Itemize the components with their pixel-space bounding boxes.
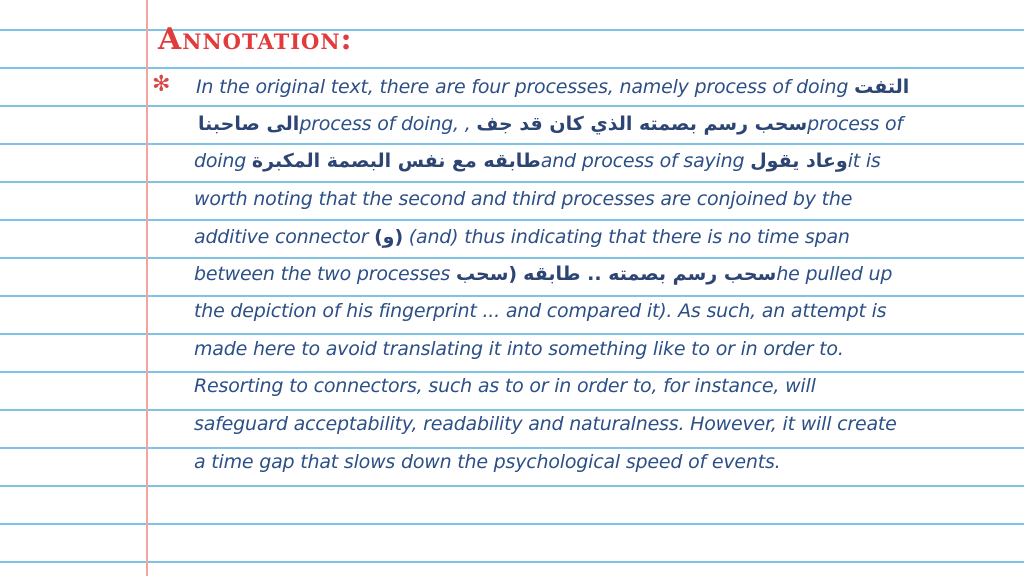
text-line-1: [196, 72, 909, 102]
text-segment: a time gap that slows down the psychological speed of events.: [194, 451, 781, 473]
text-line-4: [194, 184, 852, 214]
text-line-6: [194, 259, 892, 289]
asterisk-bullet-icon: ✻: [152, 72, 171, 97]
text-line-2: [198, 109, 903, 139]
text-segment: process of: [807, 113, 903, 135]
text-line-7: [194, 296, 886, 326]
text-segment: and process of saying: [540, 150, 745, 172]
arabic-segment: سحب رسم بصمته .. طابقه: [523, 263, 777, 285]
text-line-10: [194, 409, 897, 439]
text-line-3: [194, 146, 881, 176]
text-segment: ,: [464, 113, 471, 135]
text-segment: Resorting to connectors, such as to or in order to, for instance, will: [194, 375, 816, 397]
text-segment: safeguard acceptability, readability and naturalness. However, it will create: [194, 413, 897, 435]
text-segment: made here to avoid translating it into something like to or in order to.: [194, 338, 844, 360]
text-line-9: [194, 371, 816, 401]
arabic-segment: التفت: [854, 76, 910, 98]
text-line-8: [194, 334, 844, 364]
text-segment: the depiction of his fingerprint ... and compared it). As such, an attempt is: [194, 300, 887, 322]
arabic-segment: طابقه مع نفس البصمة المكبرة: [251, 150, 541, 172]
text-segment: between the two processes: [194, 263, 451, 285]
text-line-11: [194, 447, 781, 477]
text-line-5: [194, 222, 850, 252]
text-segment: worth noting that the second and third processes are conjoined by the: [194, 188, 853, 210]
text-segment: doing: [194, 150, 247, 172]
text-segment: In the original text, there are four processes, namely process of doing: [196, 76, 849, 98]
arabic-segment: (و): [374, 226, 403, 248]
arabic-segment: الى صاحبنا: [198, 113, 300, 135]
page-title: Annotation:: [158, 22, 353, 57]
text-segment: (and) thus indicating that there is no time span: [408, 226, 850, 248]
margin-line: [146, 0, 148, 576]
arabic-segment: (سحب: [455, 263, 518, 285]
text-segment: it is: [847, 150, 881, 172]
text-segment: additive connector: [194, 226, 369, 248]
text-segment: process of doing,: [299, 113, 459, 135]
arabic-segment: سحب رسم بصمته الذي كان قد جف: [476, 113, 808, 135]
arabic-segment: وعاد يقول: [750, 150, 848, 172]
text-segment: he pulled up: [776, 263, 893, 285]
